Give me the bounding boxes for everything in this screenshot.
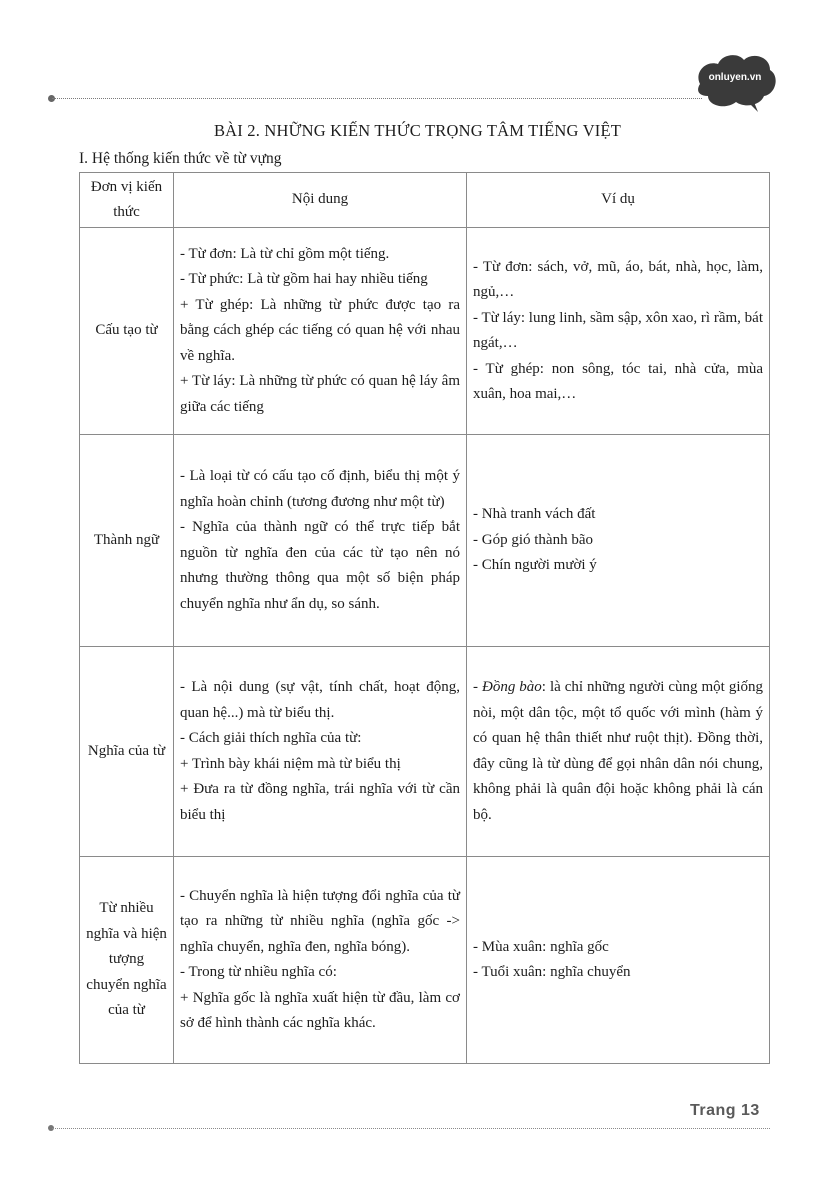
content-line: + Đưa ra từ đồng nghĩa, trái nghĩa với từ cần biểu thị (180, 781, 460, 823)
content-cell (174, 228, 467, 435)
example-cell (467, 228, 770, 435)
content-line: + Từ láy: Là những từ phức có quan hệ láy âm giữa các tiếng (180, 373, 460, 415)
unit-cell: Cấu tạo từ (80, 228, 174, 435)
content-cell (174, 435, 467, 647)
page-title: BÀI 2. NHỮNG KIẾN THỨC TRỌNG TÂM TIẾNG VIỆT (213, 121, 622, 140)
content-line: - Là loại từ có cấu tạo cố định, biểu thị một ý nghĩa hoàn chỉnh (tương đương như một từ) (180, 468, 460, 510)
unit-cell: Từ nhiều nghĩa và hiện tượng chuyển nghĩa của từ (80, 857, 174, 1064)
table-header-row (80, 173, 770, 228)
table-row-nghia-cua-tu (80, 647, 770, 857)
content-cell (174, 647, 467, 857)
brand-logo-text: onluyen.vn (708, 72, 762, 83)
example-cell (467, 647, 770, 857)
header-content: Nội dung (174, 173, 467, 228)
content-line: + Nghĩa gốc là nghĩa xuất hiện từ đầu, làm cơ sở để hình thành các nghĩa khác. (180, 989, 460, 1031)
example-line: - Góp gió thành bão (473, 531, 593, 548)
knowledge-table (79, 172, 770, 1064)
example-line: - Mùa xuân: nghĩa gốc (473, 938, 609, 955)
unit-cell: Thành ngữ (80, 435, 174, 647)
content-line: + Trình bày khái niệm mà từ biểu thị (180, 755, 401, 772)
example-line: - Từ đơn: sách, vở, mũ, áo, bát, nhà, học, làm, ngủ,… (473, 258, 763, 300)
table-row-thanh-ngu (80, 435, 770, 647)
example-line: - Từ ghép: non sông, tóc tai, nhà cửa, mùa xuân, hoa mai,… (473, 360, 763, 402)
content-line: + Từ ghép: Là những từ phức được tạo ra bằng cách ghép các tiếng có quan hệ với nhau về nghĩa. (180, 296, 460, 364)
example-line: - Tuổi xuân: nghĩa chuyển (473, 964, 631, 980)
page-number: Trang 13 (690, 1102, 760, 1119)
header-unit: Đơn vị kiến thức (80, 173, 174, 228)
header-divider (52, 98, 702, 99)
example-line: - Chín người mười ý (473, 557, 597, 574)
footer-divider (52, 1128, 770, 1129)
header-example: Ví dụ (467, 173, 770, 228)
content-cell (174, 857, 467, 1064)
table-row-tu-nhieu-nghia (80, 857, 770, 1064)
content-line: - Là nội dung (sự vật, tính chất, hoạt động, quan hệ...) mà từ biểu thị. (180, 679, 460, 721)
content-line: - Trong từ nhiều nghĩa có: (180, 964, 337, 980)
content-line: - Từ phức: Là từ gồm hai hay nhiều tiếng (180, 271, 428, 288)
example-definition: : là chỉ những người cùng một giống nòi, một dân tộc, một tổ quốc với mình (hàm ý có quan hệ thân thiết như ruột thịt). Đồng thời, đây cũng là từ dùng để gọi nhân dân nói chung, không phải là quân đội hoặc không phải là cán bộ. (473, 679, 763, 823)
table-row-cau-tao-tu (80, 228, 770, 435)
content-line: - Nghĩa của thành ngữ có thể trực tiếp bắt nguồn từ nghĩa đen của các từ tạo nên nó nhưng thường thông qua một số biện pháp chuyển nghĩa như ẩn dụ, so sánh. (180, 519, 460, 612)
unit-cell: Nghĩa của từ (80, 647, 174, 857)
example-cell (467, 435, 770, 647)
example-line: - Từ láy: lung linh, sầm sập, xôn xao, rì rầm, bát ngát,… (473, 309, 763, 351)
content-line: - Cách giải thích nghĩa của từ: (180, 730, 362, 746)
section-heading: I. Hệ thống kiến thức về từ vựng (79, 150, 282, 167)
example-term: Đồng bào (481, 679, 542, 695)
example-line: - Nhà tranh vách đất (473, 506, 596, 523)
content-line: - Chuyển nghĩa là hiện tượng đổi nghĩa của từ tạo ra những từ nhiều nghĩa (nghĩa gốc -> nghĩa chuyển, nghĩa đen, nghĩa bóng). (180, 887, 460, 955)
example-paragraph: - Đồng bào: là chỉ những người cùng một giống nòi, một dân tộc, một tổ quốc với mình (hàm ý có quan hệ thân thiết như ruột thịt). Đồng thời, đây cũng là từ dùng để gọi nhân dân nói chung, không phải là quân đội hoặc không phải là cán bộ. (473, 679, 763, 823)
example-cell (467, 857, 770, 1064)
content-line: - Từ đơn: Là từ chỉ gồm một tiếng. (180, 245, 390, 262)
